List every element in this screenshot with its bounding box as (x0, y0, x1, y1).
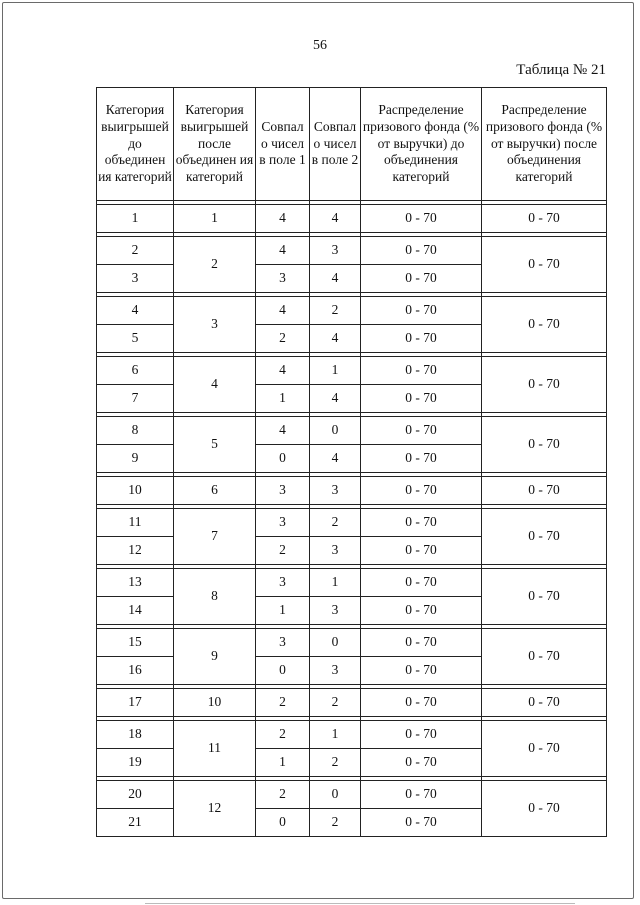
category-before-cell: 17 (97, 689, 174, 717)
distribution-after-cell: 0 - 70 (482, 477, 607, 505)
category-before-cell: 18 (97, 721, 174, 749)
header-distribution-before: Распределение призового фонда (% от выручки) до объединения категорий (361, 88, 482, 201)
match-field-2-cell: 3 (310, 537, 361, 565)
table-row (97, 781, 607, 809)
distribution-before-cell: 0 - 70 (361, 477, 482, 505)
distribution-before-cell: 0 - 70 (361, 265, 482, 293)
table-row (97, 689, 607, 717)
category-before-cell: 1 (97, 205, 174, 233)
distribution-before-cell: 0 - 70 (361, 237, 482, 265)
match-field-1-cell: 4 (256, 237, 310, 265)
category-after-cell: 2 (174, 237, 256, 293)
match-field-2-cell: 4 (310, 265, 361, 293)
distribution-before-cell: 0 - 70 (361, 445, 482, 473)
match-field-1-cell: 0 (256, 445, 310, 473)
table-row (97, 509, 607, 537)
match-field-2-cell: 2 (310, 509, 361, 537)
match-field-2-cell: 2 (310, 297, 361, 325)
match-field-1-cell: 2 (256, 689, 310, 717)
category-after-cell: 5 (174, 417, 256, 473)
match-field-1-cell: 4 (256, 205, 310, 233)
distribution-after-cell: 0 - 70 (482, 357, 607, 413)
distribution-before-cell: 0 - 70 (361, 657, 482, 685)
match-field-2-cell: 2 (310, 749, 361, 777)
table-row (97, 629, 607, 657)
distribution-after-cell: 0 - 70 (482, 205, 607, 233)
category-before-cell: 3 (97, 265, 174, 293)
table-header-row (97, 88, 607, 201)
distribution-before-cell: 0 - 70 (361, 205, 482, 233)
match-field-2-cell: 4 (310, 325, 361, 353)
category-before-cell: 4 (97, 297, 174, 325)
match-field-2-cell: 4 (310, 385, 361, 413)
match-field-1-cell: 3 (256, 477, 310, 505)
category-before-cell: 11 (97, 509, 174, 537)
header-match-field-2: Совпал о чисел в поле 2 (310, 88, 361, 201)
distribution-after-cell: 0 - 70 (482, 417, 607, 473)
table-row (97, 297, 607, 325)
match-field-2-cell: 3 (310, 237, 361, 265)
match-field-2-cell: 3 (310, 477, 361, 505)
match-field-1-cell: 3 (256, 629, 310, 657)
table-row (97, 357, 607, 385)
match-field-2-cell: 2 (310, 689, 361, 717)
category-after-cell: 11 (174, 721, 256, 777)
match-field-1-cell: 1 (256, 385, 310, 413)
category-before-cell: 5 (97, 325, 174, 353)
scan-bottom-edge (145, 903, 575, 904)
distribution-after-cell: 0 - 70 (482, 721, 607, 777)
distribution-before-cell: 0 - 70 (361, 509, 482, 537)
match-field-2-cell: 3 (310, 597, 361, 625)
table-row (97, 721, 607, 749)
match-field-1-cell: 3 (256, 509, 310, 537)
header-match-field-1: Совпал о чисел в поле 1 (256, 88, 310, 201)
distribution-before-cell: 0 - 70 (361, 537, 482, 565)
match-field-2-cell: 4 (310, 205, 361, 233)
distribution-after-cell: 0 - 70 (482, 509, 607, 565)
distribution-before-cell: 0 - 70 (361, 689, 482, 717)
header-category-after: Категория выигрышей после объединен ия категорий (174, 88, 256, 201)
category-after-cell: 3 (174, 297, 256, 353)
table-row (97, 205, 607, 233)
category-before-cell: 21 (97, 809, 174, 837)
distribution-before-cell: 0 - 70 (361, 597, 482, 625)
page-number: 56 (313, 38, 327, 53)
distribution-before-cell: 0 - 70 (361, 385, 482, 413)
category-after-cell: 9 (174, 629, 256, 685)
category-after-cell: 12 (174, 781, 256, 837)
category-before-cell: 9 (97, 445, 174, 473)
distribution-after-cell: 0 - 70 (482, 689, 607, 717)
distribution-before-cell: 0 - 70 (361, 629, 482, 657)
match-field-1-cell: 2 (256, 537, 310, 565)
match-field-1-cell: 2 (256, 781, 310, 809)
match-field-1-cell: 3 (256, 265, 310, 293)
category-before-cell: 19 (97, 749, 174, 777)
distribution-before-cell: 0 - 70 (361, 781, 482, 809)
distribution-after-cell: 0 - 70 (482, 781, 607, 837)
distribution-after-cell: 0 - 70 (482, 569, 607, 625)
match-field-1-cell: 4 (256, 417, 310, 445)
distribution-before-cell: 0 - 70 (361, 721, 482, 749)
distribution-before-cell: 0 - 70 (361, 297, 482, 325)
distribution-before-cell: 0 - 70 (361, 809, 482, 837)
category-before-cell: 16 (97, 657, 174, 685)
category-before-cell: 15 (97, 629, 174, 657)
match-field-2-cell: 0 (310, 629, 361, 657)
category-after-cell: 7 (174, 509, 256, 565)
match-field-1-cell: 2 (256, 721, 310, 749)
match-field-2-cell: 0 (310, 417, 361, 445)
table-caption: Таблица № 21 (516, 62, 606, 78)
table-row (97, 237, 607, 265)
distribution-before-cell: 0 - 70 (361, 569, 482, 597)
match-field-2-cell: 2 (310, 809, 361, 837)
match-field-1-cell: 1 (256, 597, 310, 625)
table-row (97, 569, 607, 597)
distribution-before-cell: 0 - 70 (361, 325, 482, 353)
table-row (97, 477, 607, 505)
match-field-1-cell: 1 (256, 749, 310, 777)
category-before-cell: 7 (97, 385, 174, 413)
distribution-after-cell: 0 - 70 (482, 297, 607, 353)
header-distribution-after: Распределение призового фонда (% от выручки) после объединения категорий (482, 88, 607, 201)
match-field-2-cell: 3 (310, 657, 361, 685)
category-before-cell: 14 (97, 597, 174, 625)
category-before-cell: 6 (97, 357, 174, 385)
match-field-2-cell: 0 (310, 781, 361, 809)
category-before-cell: 20 (97, 781, 174, 809)
table-row (97, 417, 607, 445)
category-after-cell: 1 (174, 205, 256, 233)
match-field-1-cell: 3 (256, 569, 310, 597)
match-field-1-cell: 4 (256, 297, 310, 325)
category-before-cell: 12 (97, 537, 174, 565)
match-field-1-cell: 4 (256, 357, 310, 385)
prize-distribution-table (96, 87, 607, 837)
category-before-cell: 13 (97, 569, 174, 597)
category-after-cell: 8 (174, 569, 256, 625)
category-after-cell: 4 (174, 357, 256, 413)
distribution-after-cell: 0 - 70 (482, 237, 607, 293)
match-field-1-cell: 2 (256, 325, 310, 353)
category-before-cell: 2 (97, 237, 174, 265)
distribution-before-cell: 0 - 70 (361, 417, 482, 445)
match-field-2-cell: 1 (310, 721, 361, 749)
match-field-1-cell: 0 (256, 657, 310, 685)
distribution-before-cell: 0 - 70 (361, 357, 482, 385)
distribution-before-cell: 0 - 70 (361, 749, 482, 777)
distribution-after-cell: 0 - 70 (482, 629, 607, 685)
match-field-2-cell: 4 (310, 445, 361, 473)
category-before-cell: 8 (97, 417, 174, 445)
header-category-before: Категория выигрышей до объединен ия категорий (97, 88, 174, 201)
table-body (97, 201, 607, 837)
category-after-cell: 10 (174, 689, 256, 717)
match-field-2-cell: 1 (310, 569, 361, 597)
match-field-2-cell: 1 (310, 357, 361, 385)
category-before-cell: 10 (97, 477, 174, 505)
match-field-1-cell: 0 (256, 809, 310, 837)
category-after-cell: 6 (174, 477, 256, 505)
